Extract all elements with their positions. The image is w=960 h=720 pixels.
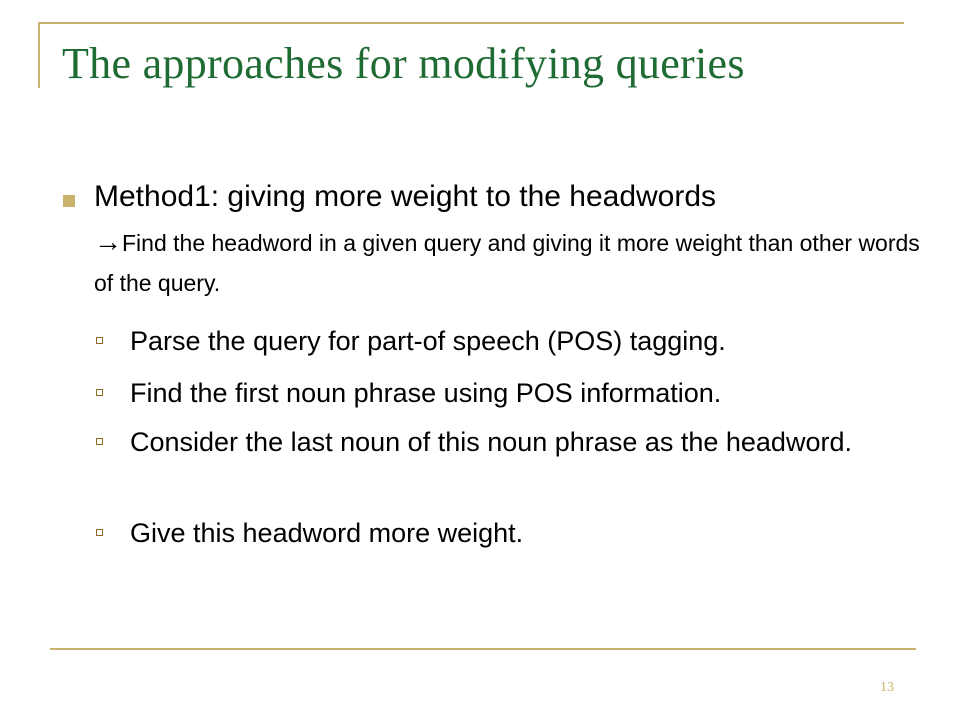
hollow-square-bullet-icon [96, 389, 103, 396]
step-text: Give this headword more weight. [130, 518, 524, 548]
bottom-rule [50, 648, 916, 650]
square-bullet-icon [63, 195, 75, 207]
method-heading: Method1: giving more weight to the headwords [94, 180, 717, 213]
step-text: Find the first noun phrase using POS information. [130, 378, 722, 408]
hollow-square-bullet-icon [96, 529, 103, 536]
step-text: Consider the last noun of this noun phrase as the headword. [130, 427, 852, 457]
page-number: 13 [880, 680, 894, 695]
slide-title: The approaches for modifying queries [62, 39, 745, 88]
top-rule [38, 22, 904, 24]
method-description: Find the headword in a given query and giving it more weight than other words of the query. [94, 230, 920, 296]
method-description-block [94, 222, 924, 303]
left-rule [38, 22, 40, 88]
step-text: Parse the query for part-of speech (POS) tagging. [130, 326, 726, 356]
right-arrow-icon: → [94, 226, 122, 257]
hollow-square-bullet-icon [96, 438, 103, 445]
hollow-square-bullet-icon [96, 337, 103, 344]
